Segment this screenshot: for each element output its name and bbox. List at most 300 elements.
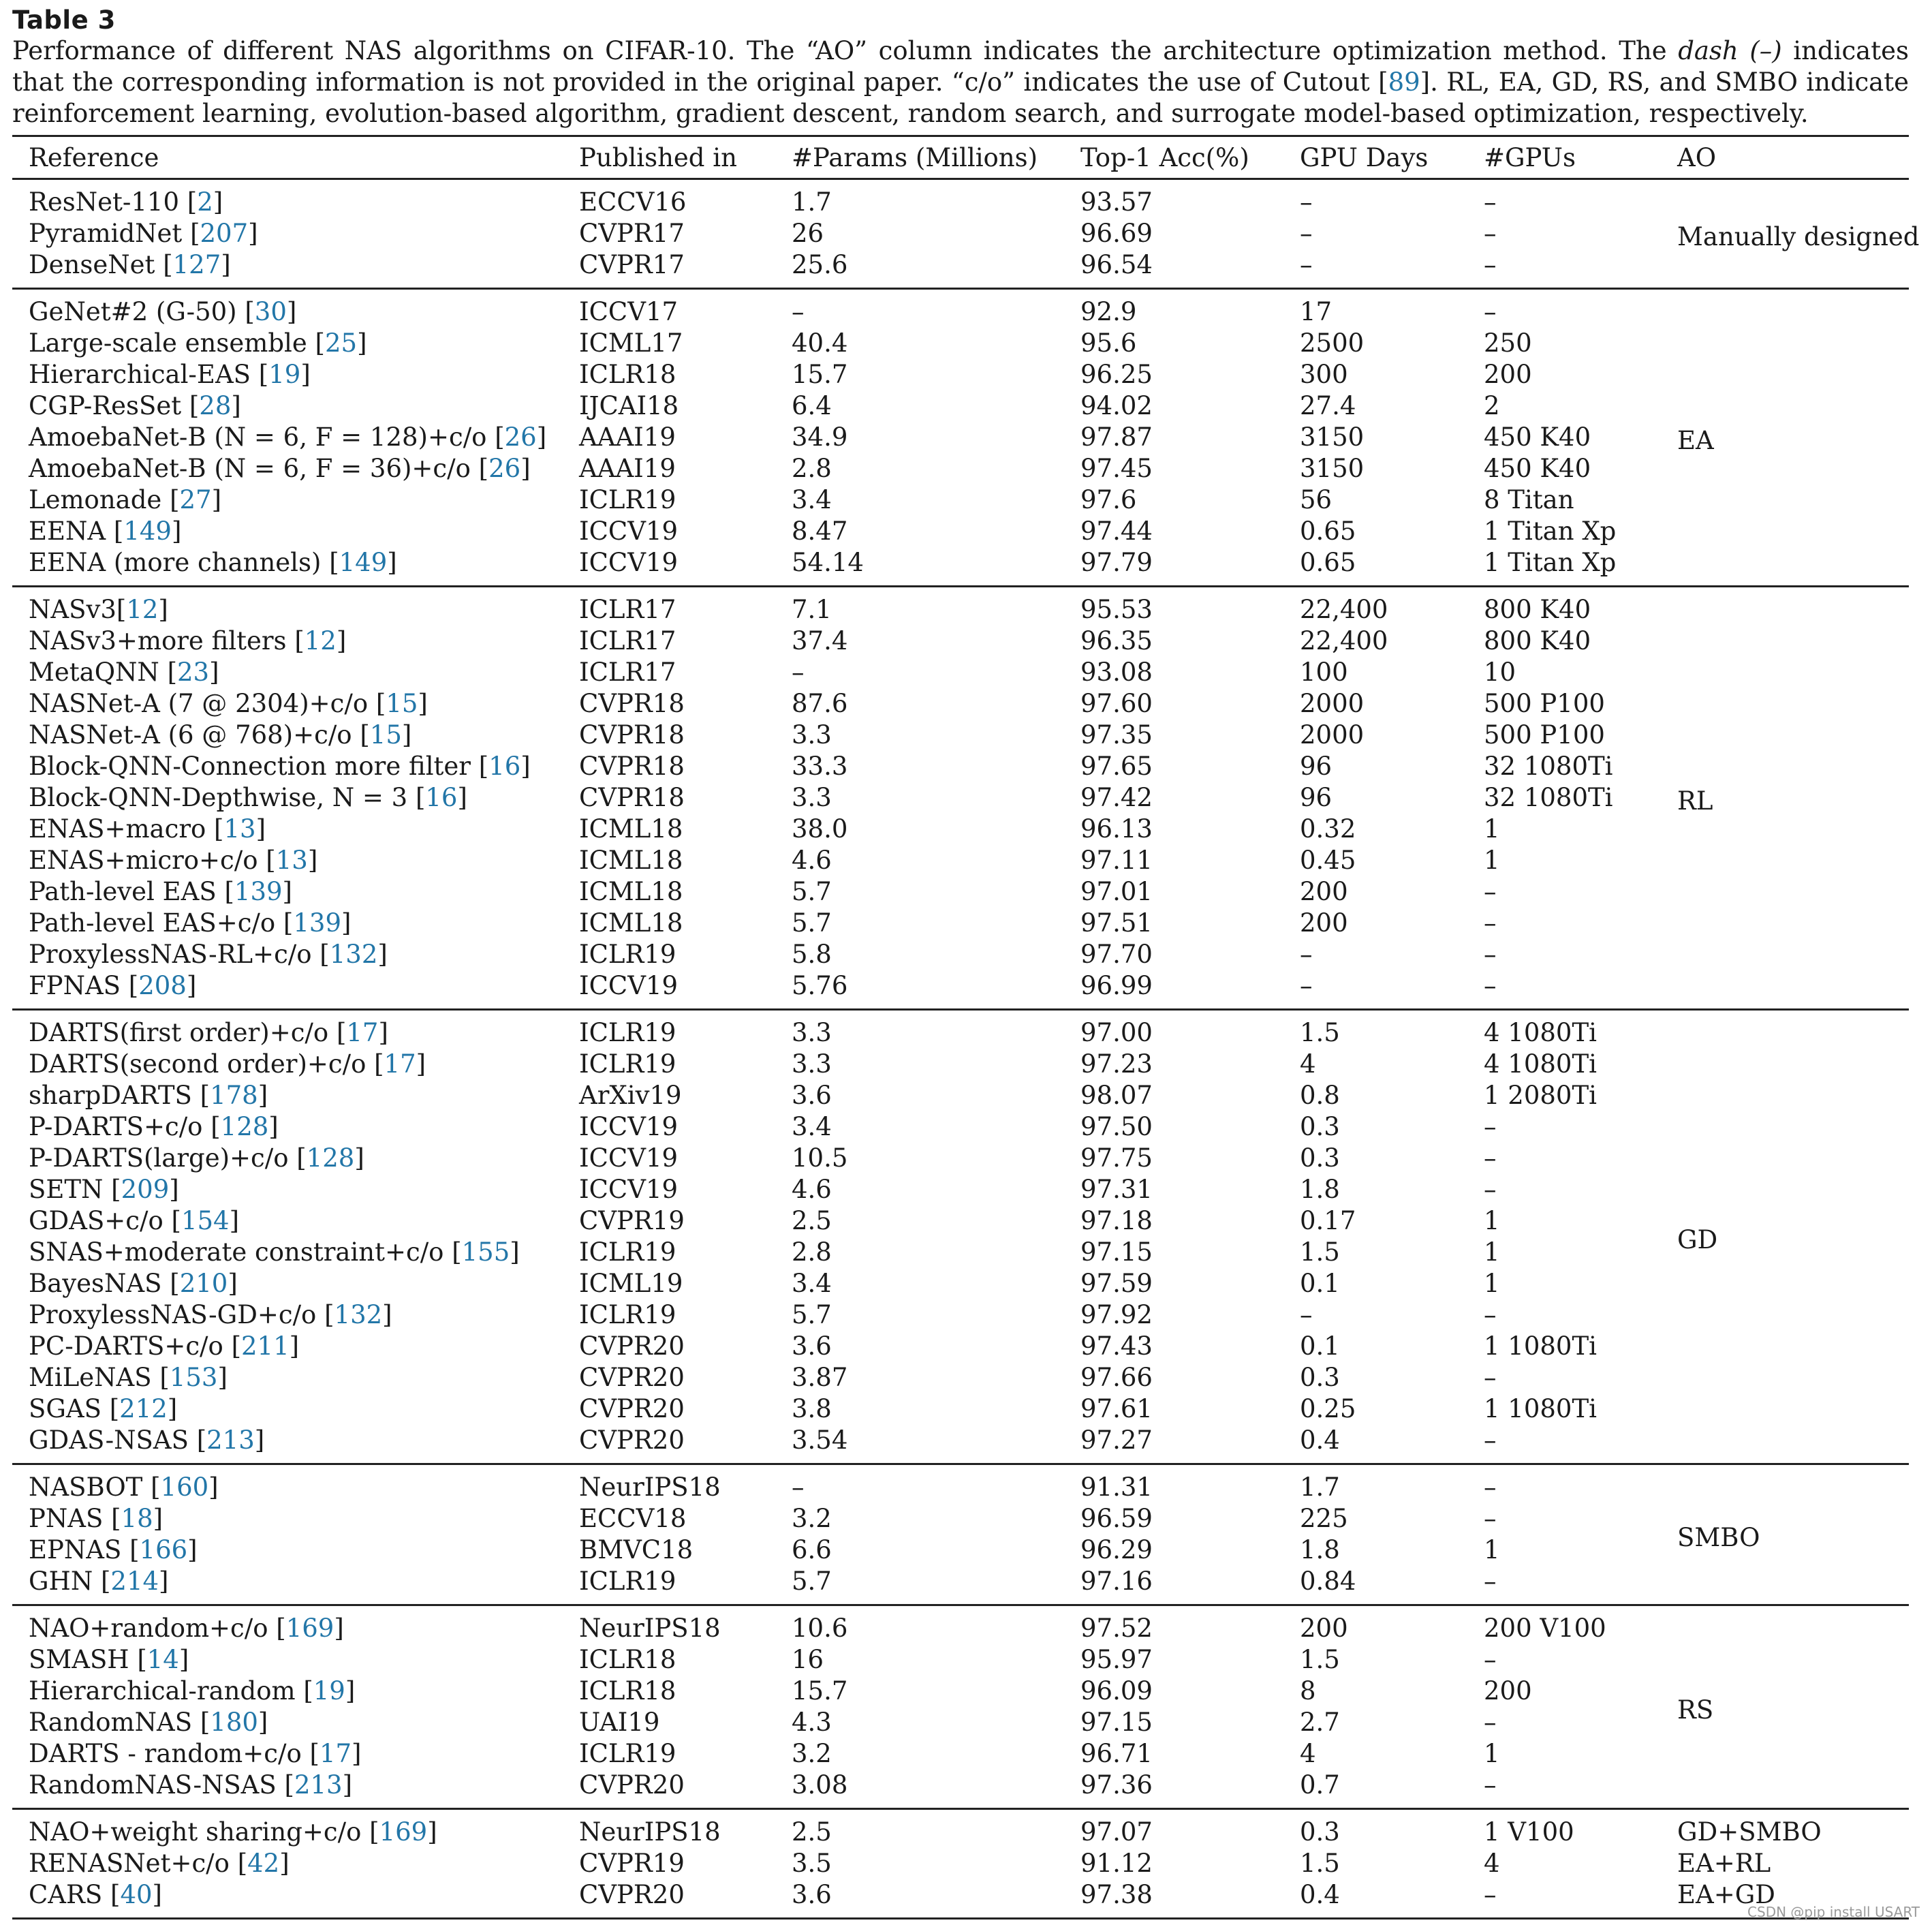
gpu-count-cell: 500 P100	[1484, 689, 1605, 718]
params-cell: –	[792, 1473, 805, 1502]
table-row	[12, 970, 1909, 1010]
gpu-count-cell: 800 K40	[1484, 595, 1591, 624]
method-group	[12, 289, 1909, 587]
method-group	[12, 179, 1920, 289]
gpu-count-cell: 1 Titan Xp	[1484, 548, 1617, 577]
table-row	[12, 1535, 1909, 1566]
bracket-close: ]	[248, 219, 258, 248]
bracket-open: [	[196, 1425, 207, 1455]
citation-link[interactable]: 18	[121, 1504, 153, 1533]
params-cell: 3.6	[792, 1081, 832, 1110]
table-row	[12, 218, 1909, 249]
published-in-cell: ICLR19	[579, 1300, 676, 1329]
citation-link[interactable]: 213	[294, 1770, 343, 1800]
citation-link[interactable]: 178	[210, 1081, 258, 1110]
table-title: Table 3	[12, 5, 116, 35]
bracket-open: [	[452, 1237, 462, 1267]
bracket-close: ]	[186, 971, 197, 1000]
bracket-close: ]	[352, 1739, 362, 1768]
reference-cell	[12, 453, 563, 484]
gpu-days-cell: 0.84	[1300, 1567, 1356, 1596]
top1-acc-cell: 97.35	[1080, 720, 1153, 750]
citation-link[interactable]: 208	[138, 971, 187, 1000]
bracket-open: [	[200, 1081, 211, 1110]
citation-link[interactable]: 14	[146, 1645, 179, 1674]
citation-link[interactable]: 2	[197, 187, 213, 217]
bracket-close: ]	[341, 908, 352, 938]
gpu-days-cell: 2500	[1300, 328, 1365, 358]
params-cell: 8.47	[792, 517, 848, 546]
gpu-count-cell: –	[1484, 250, 1497, 279]
gpu-days-cell: 0.32	[1300, 814, 1356, 844]
table-row	[12, 1676, 1909, 1707]
method-name: PNAS	[29, 1504, 112, 1533]
top1-acc-cell: 97.45	[1080, 454, 1153, 483]
gpu-days-cell: 56	[1300, 485, 1333, 514]
published-in-cell: ICML18	[579, 814, 683, 844]
table-row	[12, 1331, 1909, 1362]
gpu-days-cell: 0.17	[1300, 1206, 1356, 1235]
table-row	[12, 688, 1909, 720]
method-name: PyramidNet	[29, 219, 191, 248]
citation-link[interactable]: 12	[304, 626, 337, 656]
citation-link[interactable]: 210	[179, 1269, 228, 1298]
citation-link[interactable]: 213	[206, 1425, 255, 1455]
bracket-close: ]	[520, 752, 531, 781]
gpu-count-cell: 1 2080Ti	[1484, 1081, 1597, 1110]
bracket-open: [	[237, 1849, 248, 1878]
bracket-open: [	[163, 250, 173, 279]
citation-link[interactable]: 155	[461, 1237, 510, 1267]
top1-acc-cell: 96.25	[1080, 360, 1153, 389]
method-name: ResNet-110	[29, 187, 187, 217]
params-cell: 1.7	[792, 187, 832, 217]
reference-cell	[12, 657, 563, 688]
gpu-count-cell: 4	[1484, 1849, 1500, 1878]
column-header-gpu-days: GPU Days	[1300, 142, 1429, 172]
gpu-count-cell: –	[1484, 908, 1497, 938]
published-in-cell: ICLR17	[579, 626, 676, 656]
bracket-close: ]	[229, 1206, 240, 1235]
caption-part-3: ]. RL, EA, GD, RS, and SMBO indicate reinforcement learning, evolution-based algorithm, gradient descent, random search, and surrogate model-based optimization, respectively.	[12, 67, 1910, 128]
gpu-days-cell: 1.5	[1300, 1237, 1340, 1267]
method-name: NAO+weight sharing+c/o	[29, 1817, 370, 1847]
table-row	[12, 751, 1909, 782]
gpu-days-cell: 300	[1300, 360, 1348, 389]
ao-method-cell: RS	[1677, 1695, 1714, 1725]
citation-link[interactable]: 12	[126, 595, 159, 624]
reference-cell	[12, 688, 563, 720]
params-cell: 4.6	[792, 1175, 832, 1204]
citation-link[interactable]: 153	[169, 1363, 218, 1392]
reference-cell	[12, 1205, 563, 1237]
citation-link[interactable]: 128	[220, 1112, 269, 1141]
method-name: ProxylessNAS-GD+c/o	[29, 1300, 325, 1329]
published-in-cell: CVPR18	[579, 752, 685, 781]
method-name: ENAS+micro+c/o	[29, 846, 266, 875]
citation-link[interactable]: 17	[346, 1018, 379, 1047]
gpu-count-cell: 32 1080Ti	[1484, 752, 1613, 781]
ao-method-cell: EA+GD	[1677, 1880, 1775, 1909]
gpu-count-cell: 1	[1484, 1739, 1500, 1768]
table-row	[12, 1299, 1909, 1331]
params-cell: 3.4	[792, 1112, 832, 1141]
gpu-days-cell: –	[1300, 250, 1313, 279]
citation-link[interactable]: 214	[110, 1567, 159, 1596]
reference-cell	[12, 359, 563, 390]
method-name: NASNet-A (7 @ 2304)+c/o	[29, 689, 376, 718]
method-name: P-DARTS+c/o	[29, 1112, 211, 1141]
top1-acc-cell: 97.60	[1080, 689, 1153, 718]
bracket-close: ]	[211, 485, 222, 514]
citation-link[interactable]: 30	[254, 297, 287, 326]
citation-link[interactable]: 149	[339, 548, 388, 577]
params-cell: 3.4	[792, 485, 832, 514]
gpu-days-cell: 0.65	[1300, 548, 1356, 577]
bracket-close: ]	[536, 422, 547, 452]
citation-link[interactable]: 139	[234, 877, 283, 906]
reference-cell	[12, 1809, 563, 1849]
gpu-days-cell: 200	[1300, 908, 1348, 938]
gpu-count-cell: 1 1080Ti	[1484, 1394, 1597, 1423]
bracket-open: [	[276, 1614, 286, 1643]
reference-cell	[12, 1770, 563, 1809]
table-row	[12, 1809, 1909, 1849]
gpu-count-cell: 500 P100	[1484, 720, 1605, 750]
top1-acc-cell: 97.36	[1080, 1770, 1153, 1800]
citation-link[interactable]: 160	[160, 1473, 209, 1502]
published-in-cell: ICLR17	[579, 595, 676, 624]
reference-cell	[12, 751, 563, 782]
results-table-container	[12, 135, 1920, 1920]
gpu-count-cell: 2	[1484, 391, 1500, 420]
citation-link[interactable]: 19	[268, 360, 301, 389]
citation-link[interactable]: 154	[181, 1206, 230, 1235]
params-cell: –	[792, 658, 805, 687]
citation-link[interactable]: 23	[177, 658, 210, 687]
gpu-days-cell: 0.45	[1300, 846, 1356, 875]
gpu-count-cell: 4 1080Ti	[1484, 1018, 1597, 1047]
gpu-days-cell: 4	[1300, 1049, 1316, 1079]
top1-acc-cell: 91.31	[1080, 1473, 1153, 1502]
published-in-cell: ICLR18	[579, 1645, 676, 1674]
method-name: EPNAS	[29, 1535, 130, 1564]
gpu-days-cell: –	[1300, 187, 1313, 217]
table-row	[12, 626, 1909, 657]
bracket-open: [	[294, 626, 305, 656]
gpu-count-cell: 4 1080Ti	[1484, 1049, 1597, 1079]
citation-link[interactable]: 42	[247, 1849, 280, 1878]
citation-link[interactable]: 16	[425, 783, 458, 812]
method-name: Path-level EAS+c/o	[29, 908, 283, 938]
gpu-count-cell: –	[1484, 1143, 1497, 1173]
params-cell: 37.4	[792, 626, 848, 656]
reference-cell	[12, 249, 563, 289]
published-in-cell: CVPR19	[579, 1849, 685, 1878]
citation-link[interactable]: 16	[488, 752, 521, 781]
gpu-count-cell: 1	[1484, 1237, 1500, 1267]
ao-method-cell: GD	[1677, 1225, 1718, 1254]
published-in-cell: ECCV16	[579, 187, 687, 217]
method-name: GDAS-NSAS	[29, 1425, 197, 1455]
gpu-count-cell: 200	[1484, 1676, 1532, 1706]
citation-link[interactable]: 17	[319, 1739, 352, 1768]
method-name: MetaQNN	[29, 658, 168, 687]
reference-cell	[12, 845, 563, 876]
citation-link[interactable]: 207	[200, 219, 249, 248]
citation-link[interactable]: 209	[121, 1175, 170, 1204]
table-row	[12, 1770, 1909, 1809]
bracket-open: [	[111, 1175, 121, 1204]
reference-cell	[12, 390, 563, 422]
params-cell: 3.2	[792, 1739, 832, 1768]
method-name: ProxylessNAS-RL+c/o	[29, 940, 320, 969]
method-name: Large-scale ensemble	[29, 328, 315, 358]
bracket-open: [	[200, 1708, 211, 1737]
published-in-cell: ICCV19	[579, 1143, 679, 1173]
params-cell: –	[792, 297, 805, 326]
gpu-days-cell: –	[1300, 971, 1313, 1000]
method-group	[12, 1464, 1909, 1605]
method-name: GHN	[29, 1567, 101, 1596]
bracket-close: ]	[255, 814, 266, 844]
published-in-cell: ICLR18	[579, 360, 676, 389]
citation-link[interactable]: 166	[139, 1535, 188, 1564]
bracket-close: ]	[217, 1363, 228, 1392]
published-in-cell: AAAI19	[579, 454, 676, 483]
table-row	[12, 1503, 1909, 1535]
method-name: RandomNAS	[29, 1708, 200, 1737]
published-in-cell: CVPR18	[579, 689, 685, 718]
citation-link[interactable]: 128	[306, 1143, 355, 1173]
gpu-count-cell: 1 Titan Xp	[1484, 517, 1617, 546]
reference-cell	[12, 1676, 563, 1707]
bracket-close: ]	[169, 1175, 179, 1204]
bracket-close: ]	[520, 454, 531, 483]
table-row	[12, 1080, 1909, 1111]
bracket-close: ]	[334, 1614, 344, 1643]
citation-link[interactable]: 28	[199, 391, 232, 420]
bracket-open: [	[189, 391, 200, 420]
top1-acc-cell: 97.42	[1080, 783, 1153, 812]
top1-acc-cell: 96.13	[1080, 814, 1153, 844]
citation-link[interactable]: 13	[275, 846, 308, 875]
gpu-days-cell: 0.4	[1300, 1880, 1340, 1909]
top1-acc-cell: 97.27	[1080, 1425, 1153, 1455]
table-row	[12, 1049, 1909, 1080]
published-in-cell: CVPR19	[579, 1206, 685, 1235]
bracket-open: [	[170, 1269, 180, 1298]
citation-link[interactable]: 180	[210, 1708, 258, 1737]
citation-link[interactable]: 139	[293, 908, 341, 938]
gpu-days-cell: 0.1	[1300, 1331, 1340, 1361]
reference-cell	[12, 1879, 563, 1919]
column-header-ao: AO	[1677, 142, 1717, 172]
gpu-days-cell: 0.65	[1300, 517, 1356, 546]
citation-link[interactable]: 25	[324, 328, 358, 358]
bracket-close: ]	[377, 940, 388, 969]
citation-link[interactable]: 149	[123, 517, 172, 546]
published-in-cell: CVPR20	[579, 1425, 685, 1455]
gpu-count-cell: –	[1484, 1473, 1497, 1502]
params-cell: 3.8	[792, 1394, 832, 1423]
published-in-cell: CVPR20	[579, 1331, 685, 1361]
citation-link[interactable]: 15	[369, 720, 402, 750]
gpu-count-cell: 1	[1484, 846, 1500, 875]
bracket-open: [	[309, 1739, 320, 1768]
method-name: SMASH	[29, 1645, 138, 1674]
method-name: DARTS - random+c/o	[29, 1739, 310, 1768]
reference-cell	[12, 1010, 563, 1049]
top1-acc-cell: 96.35	[1080, 626, 1153, 656]
params-cell: 25.6	[792, 250, 848, 279]
bracket-open: [	[336, 1018, 347, 1047]
published-in-cell: CVPR17	[579, 250, 685, 279]
bracket-open: [	[320, 940, 330, 969]
published-in-cell: ICCV19	[579, 548, 679, 577]
params-cell: 3.87	[792, 1363, 848, 1392]
top1-acc-cell: 97.15	[1080, 1708, 1153, 1737]
published-in-cell: NeurIPS18	[579, 1473, 721, 1502]
method-name: CGP-ResSet	[29, 391, 189, 420]
published-in-cell: ICLR19	[579, 1049, 676, 1079]
gpu-count-cell: –	[1484, 1708, 1497, 1737]
citation-link[interactable]: 212	[119, 1394, 168, 1423]
bracket-open: [	[129, 1535, 140, 1564]
citation-link[interactable]: 132	[329, 940, 378, 969]
params-cell: 3.6	[792, 1331, 832, 1361]
table-caption	[12, 35, 1909, 129]
bracket-close: ]	[178, 1645, 189, 1674]
gpu-days-cell: 200	[1300, 877, 1348, 906]
bracket-close: ]	[300, 360, 311, 389]
citation-link[interactable]: 40	[120, 1880, 153, 1909]
method-name: PC-DARTS+c/o	[29, 1331, 232, 1361]
gpu-days-cell: 2000	[1300, 689, 1365, 718]
table-row	[12, 422, 1909, 453]
top1-acc-cell: 92.9	[1080, 297, 1137, 326]
reference-cell	[12, 1111, 563, 1143]
citation-link[interactable]: 89	[1388, 67, 1420, 97]
gpu-count-cell: –	[1484, 1567, 1497, 1596]
method-name: EENA	[29, 517, 114, 546]
method-name: Block-QNN-Depthwise, N = 3	[29, 783, 416, 812]
citation-link[interactable]: 15	[386, 689, 418, 718]
gpu-count-cell: 1 1080Ti	[1484, 1331, 1597, 1361]
top1-acc-cell: 97.79	[1080, 548, 1153, 577]
top1-acc-cell: 97.01	[1080, 877, 1153, 906]
citation-link[interactable]: 211	[241, 1331, 290, 1361]
bracket-open: [	[375, 689, 386, 718]
citation-link[interactable]: 26	[504, 422, 537, 452]
caption-part-2: indicates that the corresponding information is not provided in the original paper. “c/o” indicates the use of Cutout [	[12, 36, 1909, 97]
method-name: NASv3	[29, 595, 116, 624]
table-row	[12, 1464, 1909, 1504]
top1-acc-cell: 94.02	[1080, 391, 1153, 420]
reference-cell	[12, 1299, 563, 1331]
method-name: SGAS	[29, 1394, 110, 1423]
published-in-cell: ECCV18	[579, 1504, 687, 1533]
params-cell: 33.3	[792, 752, 848, 781]
params-cell: 3.6	[792, 1880, 832, 1909]
gpu-count-cell: 450 K40	[1484, 422, 1591, 452]
params-cell: 2.5	[792, 1206, 832, 1235]
column-header-reference: Reference	[29, 142, 159, 172]
gpu-days-cell: 0.1	[1300, 1269, 1340, 1298]
top1-acc-cell: 97.92	[1080, 1300, 1153, 1329]
bracket-open: [	[100, 1567, 111, 1596]
citation-link[interactable]: 127	[172, 250, 221, 279]
top1-acc-cell: 97.31	[1080, 1175, 1153, 1204]
reference-cell	[12, 547, 563, 587]
params-cell: 6.6	[792, 1535, 832, 1564]
column-header-published-in: Published in	[579, 142, 737, 172]
citation-link[interactable]: 19	[313, 1676, 345, 1706]
gpu-days-cell: 200	[1300, 1614, 1348, 1643]
reference-cell	[12, 1362, 563, 1393]
citation-link[interactable]: 27	[179, 485, 212, 514]
citation-link[interactable]: 17	[384, 1049, 416, 1079]
citation-link[interactable]: 132	[334, 1300, 383, 1329]
gpu-days-cell: 22,400	[1300, 595, 1388, 624]
caption-dash-phrase: dash (–)	[1678, 36, 1782, 65]
reference-cell	[12, 1644, 563, 1676]
gpu-days-cell: 8	[1300, 1676, 1316, 1706]
reference-cell	[12, 1331, 563, 1362]
bracket-close: ]	[279, 1849, 290, 1878]
method-name: RENASNet+c/o	[29, 1849, 238, 1878]
gpu-count-cell: 1	[1484, 1535, 1500, 1564]
citation-link[interactable]: 13	[223, 814, 256, 844]
published-in-cell: ICLR19	[579, 1567, 676, 1596]
gpu-days-cell: 3150	[1300, 454, 1365, 483]
reference-cell	[12, 1080, 563, 1111]
top1-acc-cell: 97.50	[1080, 1112, 1153, 1141]
published-in-cell: CVPR18	[579, 783, 685, 812]
citation-link[interactable]: 169	[285, 1614, 334, 1643]
published-in-cell: NeurIPS18	[579, 1817, 721, 1847]
bracket-close: ]	[153, 1504, 163, 1533]
published-in-cell: ICLR18	[579, 1676, 676, 1706]
bracket-close: ]	[387, 548, 397, 577]
gpu-days-cell: 17	[1300, 297, 1333, 326]
gpu-days-cell: 0.25	[1300, 1394, 1356, 1423]
gpu-count-cell: –	[1484, 940, 1497, 969]
params-cell: 3.54	[792, 1425, 848, 1455]
reference-cell	[12, 939, 563, 970]
bracket-close: ]	[254, 1425, 265, 1455]
top1-acc-cell: 97.52	[1080, 1614, 1153, 1643]
published-in-cell: ICLR17	[579, 658, 676, 687]
citation-link[interactable]: 26	[488, 454, 521, 483]
gpu-count-cell: –	[1484, 971, 1497, 1000]
header-row	[12, 136, 1909, 179]
reference-cell	[12, 516, 563, 547]
bracket-open: [	[374, 1049, 384, 1079]
published-in-cell: BMVC18	[579, 1535, 694, 1564]
method-name: DARTS(first order)+c/o	[29, 1018, 337, 1047]
gpu-count-cell: –	[1484, 219, 1497, 248]
published-in-cell: ICLR19	[579, 1237, 676, 1267]
reference-cell	[12, 1464, 563, 1504]
params-cell: 5.7	[792, 908, 832, 938]
ao-method-cell: SMBO	[1677, 1523, 1760, 1552]
gpu-days-cell: 0.3	[1300, 1143, 1340, 1173]
params-cell: 3.08	[792, 1770, 848, 1800]
reference-cell	[12, 720, 563, 751]
citation-link[interactable]: 169	[379, 1817, 428, 1847]
published-in-cell: ICCV19	[579, 971, 679, 1000]
